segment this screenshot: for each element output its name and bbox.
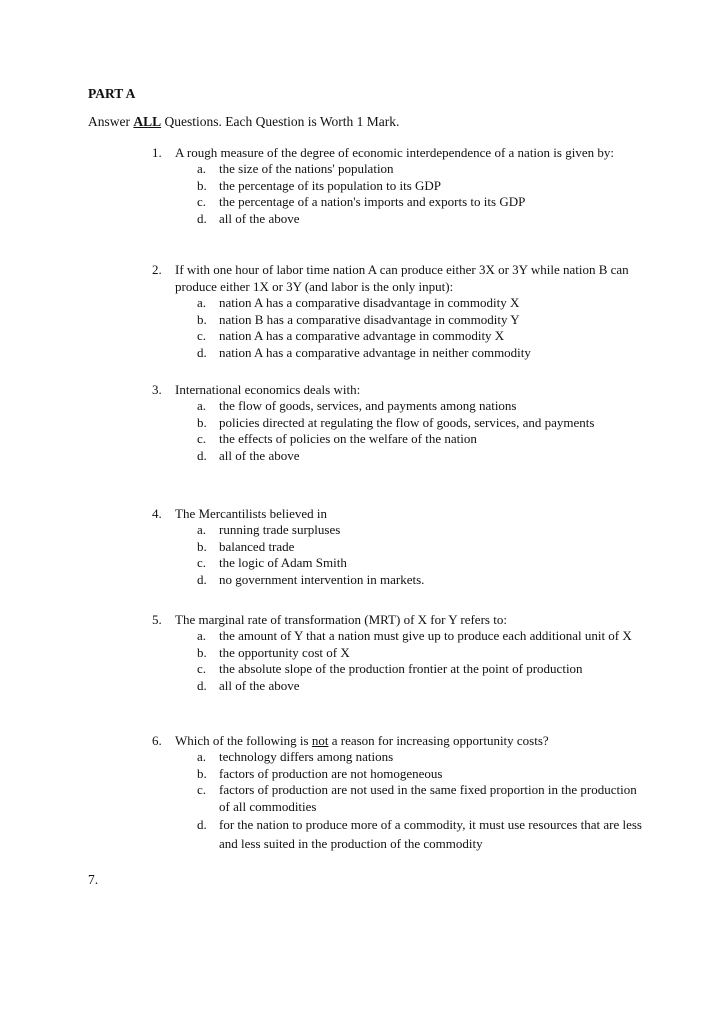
option-a [152, 161, 642, 178]
question-stem [152, 381, 642, 398]
option-list [152, 398, 642, 464]
question-text: A rough measure of the degree of economic interdependence of a nation is given by: [175, 145, 614, 160]
next-question-number: 7. [88, 872, 99, 887]
option-d [152, 572, 642, 589]
question-3 [152, 381, 642, 464]
question-4 [152, 505, 642, 588]
option-d [152, 211, 642, 228]
option-text: for the nation to produce more of a commodity, it must use resources that are less and less suited in the production of the commodity [219, 817, 642, 851]
option-text: all of the above [219, 447, 300, 463]
question-2 [152, 261, 642, 361]
question-text-after: a reason for increasing opportunity costs? [328, 733, 549, 748]
question-stem [152, 144, 642, 161]
option-b [152, 178, 642, 195]
option-d [152, 815, 642, 853]
option-text: the percentage of its population to its GDP [219, 177, 442, 193]
option-letter: c. [197, 194, 207, 209]
option-letter: d. [197, 571, 207, 587]
option-text: running trade surpluses [219, 522, 341, 537]
question-text-before: Which of the following is [175, 733, 312, 748]
option-text: the flow of goods, services, and payments among nations [219, 398, 517, 413]
option-text: the opportunity cost of X [219, 644, 350, 660]
option-letter: b. [197, 311, 207, 327]
option-c [152, 555, 642, 572]
option-text: the effects of policies on the welfare of the nation [219, 431, 477, 446]
option-d [152, 448, 642, 465]
question-stem [152, 505, 642, 522]
question-5 [152, 611, 642, 694]
option-text: the absolute slope of the production frontier at the point of production [219, 661, 583, 676]
option-b [152, 766, 642, 783]
option-letter: a. [197, 398, 207, 413]
option-c [152, 328, 642, 345]
option-text: technology differs among nations [219, 749, 394, 764]
option-letter: d. [197, 677, 207, 693]
option-letter: d. [197, 210, 207, 226]
question-1 [152, 144, 642, 227]
option-letter: c. [197, 661, 207, 676]
option-text: no government intervention in markets. [219, 571, 425, 587]
question-text: If with one hour of labor time nation A can produce either 3X or 3Y while nation B can produce either 1X or 3Y (and labor is the only input): [175, 262, 629, 294]
option-c [152, 194, 642, 211]
option-list [152, 522, 642, 588]
option-b [152, 312, 642, 329]
option-b [152, 415, 642, 432]
question-number: 4. [152, 506, 162, 521]
question-text: International economics deals with: [175, 382, 361, 397]
question-number: 3. [152, 382, 162, 397]
question-text-underlined: not [311, 733, 329, 748]
option-list [152, 295, 642, 361]
option-list [152, 749, 642, 853]
option-c [152, 661, 642, 678]
option-text: the logic of Adam Smith [219, 555, 347, 570]
option-list [152, 161, 642, 227]
question-number: 5. [152, 612, 162, 627]
option-letter: b. [197, 538, 207, 554]
option-a [152, 295, 642, 312]
option-letter: d. [197, 817, 207, 832]
option-text: policies directed at regulating the flow of goods, services, and payments [219, 414, 595, 430]
option-c [152, 431, 642, 448]
option-letter: b. [197, 644, 207, 660]
option-letter: c. [197, 782, 207, 797]
option-text: factors of production are not homogeneous [219, 765, 443, 781]
question-text: The marginal rate of transformation (MRT) of X for Y refers to: [175, 612, 507, 627]
option-d [152, 345, 642, 362]
option-a [152, 628, 642, 645]
option-text: the percentage of a nation's imports and exports to its GDP [219, 194, 526, 209]
option-text: nation B has a comparative disadvantage in commodity Y [219, 311, 520, 327]
option-d [152, 678, 642, 695]
part-title: PART A [88, 86, 136, 101]
option-letter: a. [197, 522, 207, 537]
instructions-suffix: Questions. Each Question is Worth 1 Mark. [161, 114, 400, 129]
option-text: nation A has a comparative advantage in neither commodity [219, 344, 531, 360]
option-letter: b. [197, 765, 207, 781]
question-text: The Mercantilists believed in [175, 506, 327, 521]
option-a [152, 398, 642, 415]
option-letter: a. [197, 628, 207, 643]
question-number: 2. [152, 262, 162, 277]
option-text: nation A has a comparative disadvantage in commodity X [219, 295, 520, 310]
option-b [152, 539, 642, 556]
instructions-emphasis: ALL [133, 114, 162, 129]
option-a [152, 749, 642, 766]
option-letter: c. [197, 328, 207, 343]
question-text [175, 733, 549, 748]
question-stem [152, 261, 642, 295]
instructions [88, 114, 399, 130]
option-text: factors of production are not used in the same fixed proportion in the production of all commodities [219, 782, 637, 814]
option-letter: c. [197, 555, 207, 570]
option-letter: a. [197, 161, 207, 176]
option-letter: c. [197, 431, 207, 446]
option-letter: d. [197, 344, 207, 360]
question-number: 1. [152, 145, 162, 160]
question-number: 6. [152, 733, 162, 748]
option-text: all of the above [219, 677, 300, 693]
option-letter: a. [197, 749, 207, 764]
option-letter: a. [197, 295, 207, 310]
option-text: the size of the nations' population [219, 161, 394, 176]
option-text: balanced trade [219, 538, 295, 554]
question-6 [152, 732, 642, 853]
option-letter: b. [197, 177, 207, 193]
question-stem [152, 611, 642, 628]
option-a [152, 522, 642, 539]
question-stem [152, 732, 642, 749]
option-letter: b. [197, 414, 207, 430]
option-text: nation A has a comparative advantage in commodity X [219, 328, 505, 343]
option-list [152, 628, 642, 694]
option-b [152, 645, 642, 662]
option-c [152, 782, 642, 815]
option-text: all of the above [219, 210, 300, 226]
option-letter: d. [197, 447, 207, 463]
instructions-prefix: Answer [88, 114, 134, 129]
option-text: the amount of Y that a nation must give up to produce each additional unit of X [219, 628, 632, 643]
